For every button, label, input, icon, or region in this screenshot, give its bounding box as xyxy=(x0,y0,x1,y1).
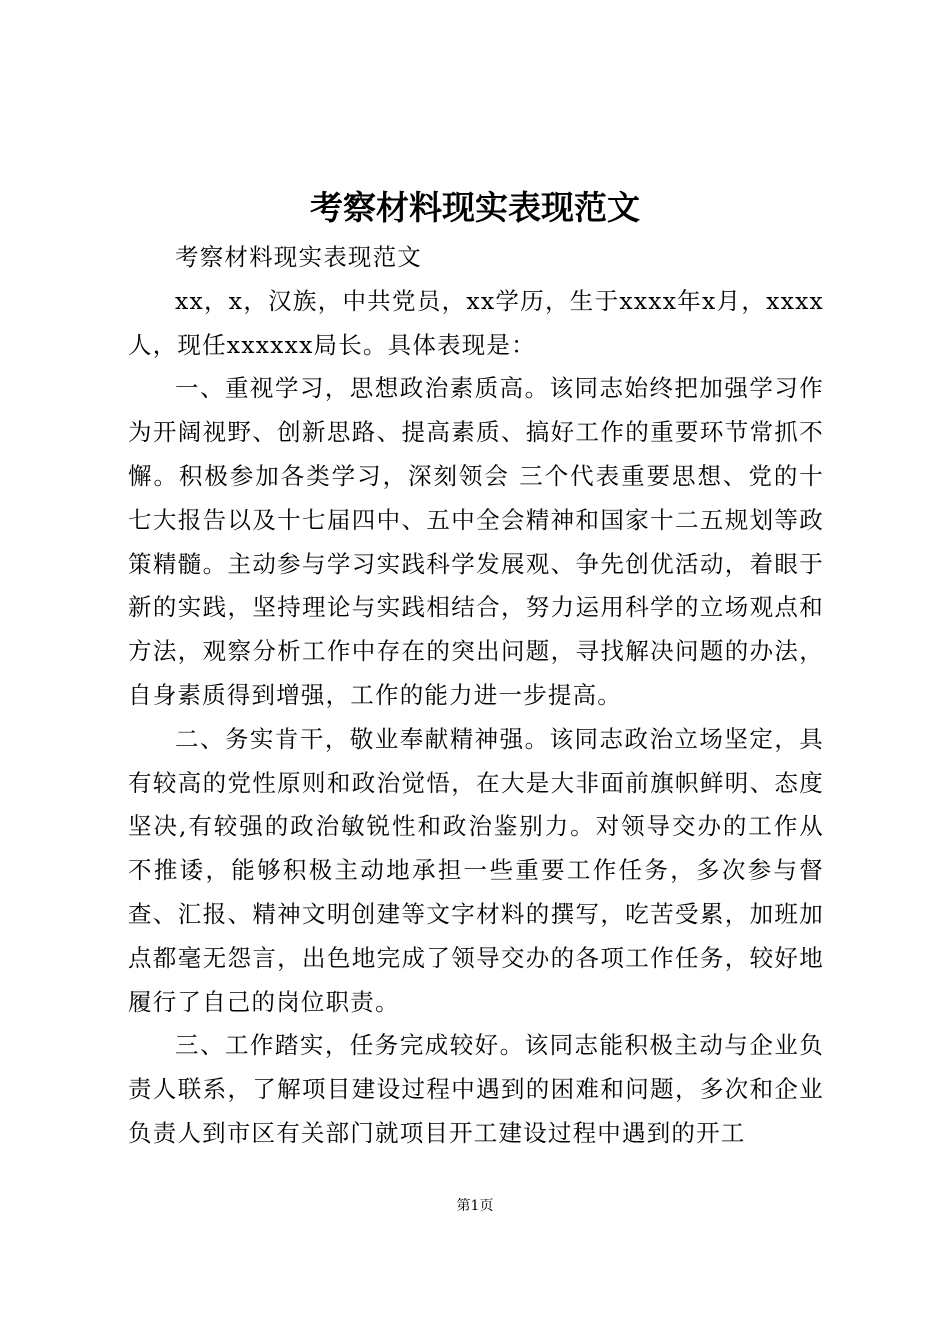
paragraph-intro: xx，x，汉族，中共党员，xx学历，生于xxxx年x月，xxxx人，现任xxxxxx局长。具体表现是： xyxy=(128,286,824,359)
document-title: 考察材料现实表现范文 xyxy=(310,188,640,227)
paragraph-section-3: 三、工作踏实，任务完成较好。该同志能积极主动与企业负责人联系，了解项目建设过程中遇到的困难和问题，多次和企业负责人到市区有关部门就项目开工建设过程中遇到的开工 xyxy=(128,1031,824,1147)
paragraph-heading: 考察材料现实表现范文 xyxy=(175,243,422,271)
paragraph-section-2: 二、务实肯干，敬业奉献精神强。该同志政治立场坚定，具有较高的党性原则和政治觉悟，在大是大非面前旗帜鲜明、态度坚决,有较强的政治敏锐性和政治鉴别力。对领导交办的工作从不推诿，能够积极主动地承担一些重要工作任务，多次参与督查、汇报、精神文明创建等文字材料的撰写，吃苦受累，加班加点都毫无怨言，出色地完成了领导交办的各项工作任务，较好地履行了自己的岗位职责。 xyxy=(128,724,824,1016)
paragraph-section-1: 一、重视学习，思想政治素质高。该同志始终把加强学习作为开阔视野、创新思路、提高素质、搞好工作的重要环节常抓不懈。积极参加各类学习，深刻领会 三个代表重要思想、党的十七大报告以及十七届四中、五中全会精神和国家十二五规划等政策精髓。主动参与学习实践科学发展观、争先创优活动，着眼于新的实践，坚持理论与实践相结合，努力运用科学的立场观点和方法，观察分析工作中存在的突出问题，寻找解决问题的办法，自身素质得到增强，工作的能力进一步提高。 xyxy=(128,374,824,709)
page-number: 第1页 xyxy=(456,1198,494,1214)
document-body xyxy=(128,236,824,1156)
